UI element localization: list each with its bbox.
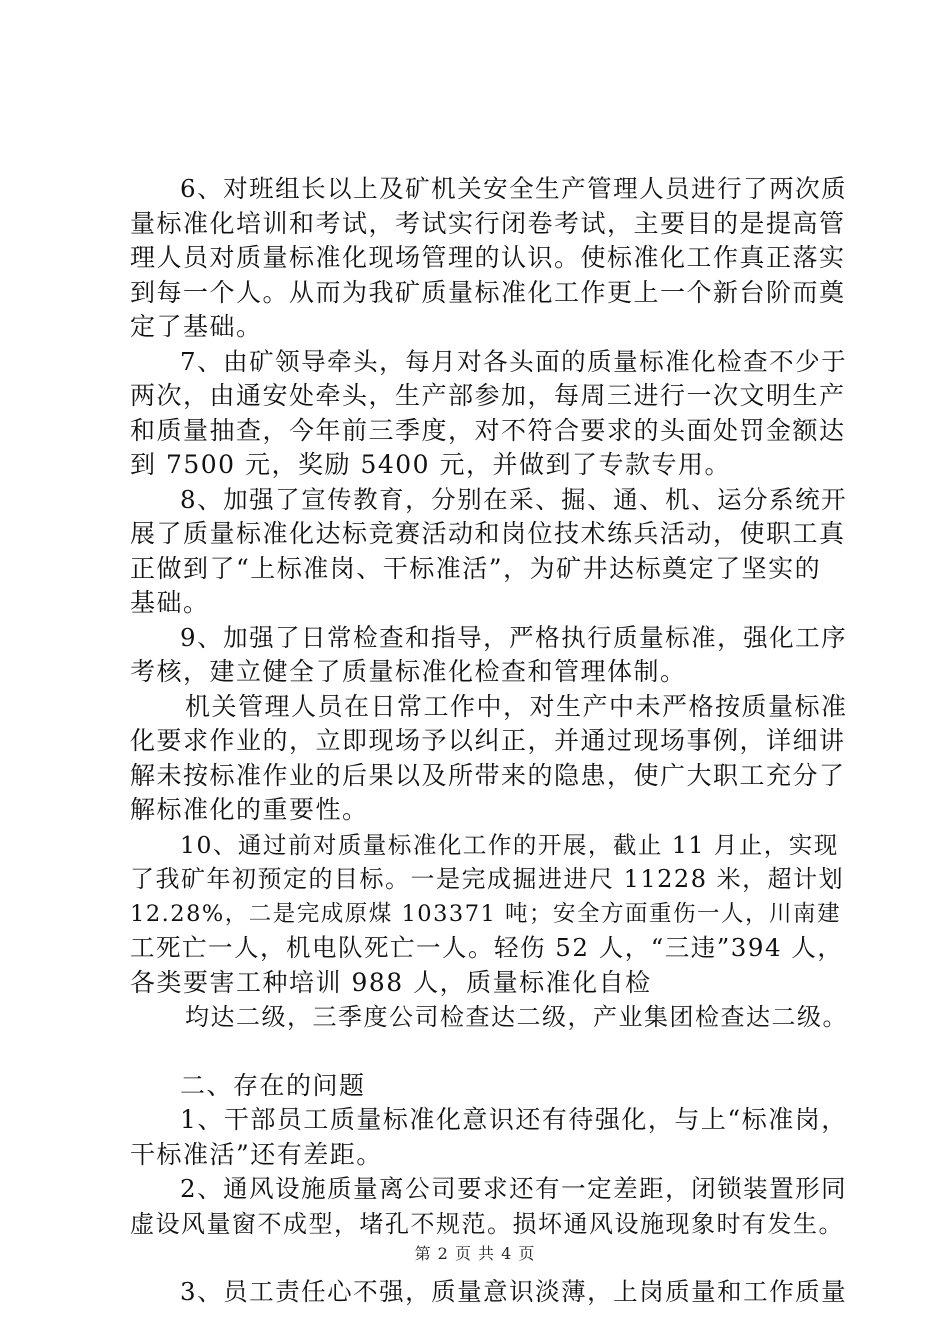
text-line: 6、对班组长以上及矿机关安全生产管理人员进行了两次质 bbox=[180, 174, 848, 203]
text-line: 考核，建立健全了质量标准化检查和管理体制。 bbox=[130, 657, 687, 686]
text-line: 展了质量标准化达标竞赛活动和岗位技术练兵活动，使职工真 bbox=[130, 519, 846, 548]
text-line: 正做到了“上标准岗、干标准活”，为矿井达标奠定了坚实的 bbox=[130, 553, 822, 583]
text-line: 两次，由通安处牵头，生产部参加，每周三进行一次文明生产 bbox=[130, 381, 846, 410]
text-line: 基础。 bbox=[130, 588, 210, 617]
text-line: 理人员对质量标准化现场管理的认识。使标准化工作真正落实 bbox=[130, 243, 846, 272]
text-line: 10、通过前对质量标准化工作的开展，截止 11 月止，实现 bbox=[180, 830, 839, 859]
page-footer: 第 2 页 共 4 页 bbox=[414, 1244, 536, 1263]
text-line: 7、由矿领导牵头，每月对各头面的质量标准化检查不少于 bbox=[180, 346, 848, 376]
text-line: 机关管理人员在日常工作中，对生产中未严格按质量标准 bbox=[185, 691, 848, 721]
document-body bbox=[130, 172, 850, 1310]
text-line: 解未按标准作业的后果以及所带来的隐患，使广大职工充分了 bbox=[130, 760, 846, 790]
text-line: 各类要害工种培训 988 人，质量标准化自检 bbox=[130, 967, 652, 997]
text-line: 了我矿年初预定的目标。一是完成掘进进尺 11228 米，超计划 bbox=[130, 865, 845, 893]
text-line: 二、存在的问题 bbox=[180, 1070, 366, 1100]
text-line: 化要求作业的，立即现场予以纠正，并通过现场事例，详细讲 bbox=[130, 726, 846, 755]
text-line: 到 7500 元，奖励 5400 元，并做到了专款专用。 bbox=[130, 450, 732, 479]
text-line: 量标准化培训和考试，考试实行闭卷考试，主要目的是提高管 bbox=[130, 208, 846, 238]
text-line: 均达二级，三季度公司检查达二级，产业集团检查达二级。 bbox=[185, 1003, 848, 1031]
text-line: 1、干部员工质量标准化意识还有待强化，与上“标准岗， bbox=[180, 1105, 848, 1134]
text-line: 到每一个人。从而为我矿质量标准化工作更上一个新台阶而奠 bbox=[130, 277, 846, 307]
text-line: 12.28%，二是完成原煤 103371 吨；安全方面重伤一人，川南建 bbox=[130, 900, 841, 927]
text-line: 解标准化的重要性。 bbox=[130, 795, 369, 824]
text-line: 8、加强了宣传教育，分别在采、掘、通、机、运分系统开 bbox=[180, 484, 848, 514]
text-line: 9、加强了日常检查和指导，严格执行质量标准，强化工序 bbox=[180, 622, 848, 652]
text-line: 3、员工责任心不强，质量意识淡薄，上岗质量和工作质量 bbox=[180, 1277, 848, 1306]
text-line: 工死亡一人，机电队死亡一人。轻伤 52 人，“三违”394 人， bbox=[130, 933, 844, 962]
text-line: 虚设风量窗不成型，堵孔不规范。损坏通风设施现象时有发生。 bbox=[130, 1209, 844, 1238]
text-line: 干标准活”还有差距。 bbox=[130, 1139, 383, 1169]
text-line: 和质量抽查，今年前三季度，对不符合要求的头面处罚金额达 bbox=[130, 415, 846, 445]
text-line: 2、通风设施质量离公司要求还有一定差距，闭锁装置形同 bbox=[180, 1174, 848, 1203]
text-line: 定了基础。 bbox=[130, 312, 263, 341]
